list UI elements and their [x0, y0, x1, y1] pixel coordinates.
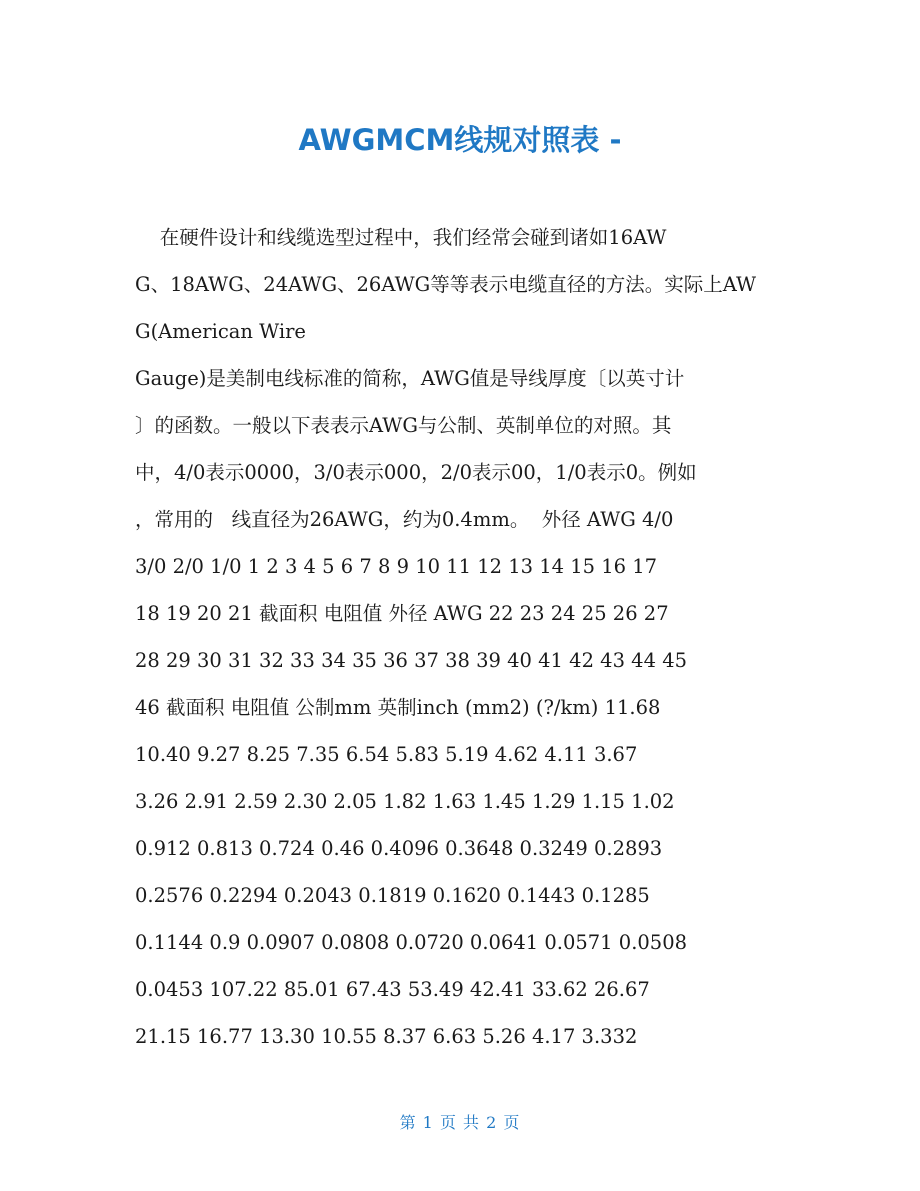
body-line: 0.912 0.813 0.724 0.46 0.4096 0.3648 0.3249 0.2893 [135, 837, 663, 860]
body-line: 21.15 16.77 13.30 10.55 8.37 6.63 5.26 4.17 3.332 [135, 1025, 638, 1048]
body-line: G、18AWG、24AWG、26AWG等等表示电缆直径的方法。实际上AW [135, 273, 757, 296]
body-line: 0.2576 0.2294 0.2043 0.1819 0.1620 0.1443 0.1285 [135, 884, 650, 907]
body-line: 46 截面积 电阻值 公制mm 英制inch (mm2) (?/km) 11.68 [135, 696, 661, 719]
body-line: 0.1144 0.9 0.0907 0.0808 0.0720 0.0641 0.0571 0.0508 [135, 931, 688, 954]
body-line: 在硬件设计和线缆选型过程中，我们经常会碰到诸如16AW [135, 226, 667, 249]
body-line: ，常用的 线直径为26AWG，约为0.4mm。 外径 AWG 4/0 [135, 508, 674, 531]
page-number: 第 1 页 共 2 页 [399, 1113, 521, 1132]
body-line: Gauge)是美制电线标准的简称，AWG值是导线厚度〔以英寸计 [135, 367, 685, 390]
body-line: 3/0 2/0 1/0 1 2 3 4 5 6 7 8 9 10 11 12 13 14 15 16 17 [135, 555, 658, 578]
body-line: 中，4/0表示0000，3/0表示000，2/0表示00，1/0表示0。例如 [135, 461, 697, 484]
body-line: 〕的函数。一般以下表表示AWG与公制、英制单位的对照。其 [135, 414, 672, 437]
body-line: 0.0453 107.22 85.01 67.43 53.49 42.41 33.62 26.67 [135, 978, 650, 1001]
body-line: 3.26 2.91 2.59 2.30 2.05 1.82 1.63 1.45 1.29 1.15 1.02 [135, 790, 675, 813]
document-body [135, 214, 785, 1060]
body-line: 10.40 9.27 8.25 7.35 6.54 5.83 5.19 4.62 4.11 3.67 [135, 743, 638, 766]
body-line: G(American Wire [135, 320, 306, 343]
body-line: 28 29 30 31 32 33 34 35 36 37 38 39 40 41 42 43 44 45 [135, 649, 688, 672]
body-line: 18 19 20 21 截面积 电阻值 外径 AWG 22 23 24 25 26 27 [135, 602, 669, 625]
document-title: AWGMCM线规对照表 - [298, 123, 622, 157]
